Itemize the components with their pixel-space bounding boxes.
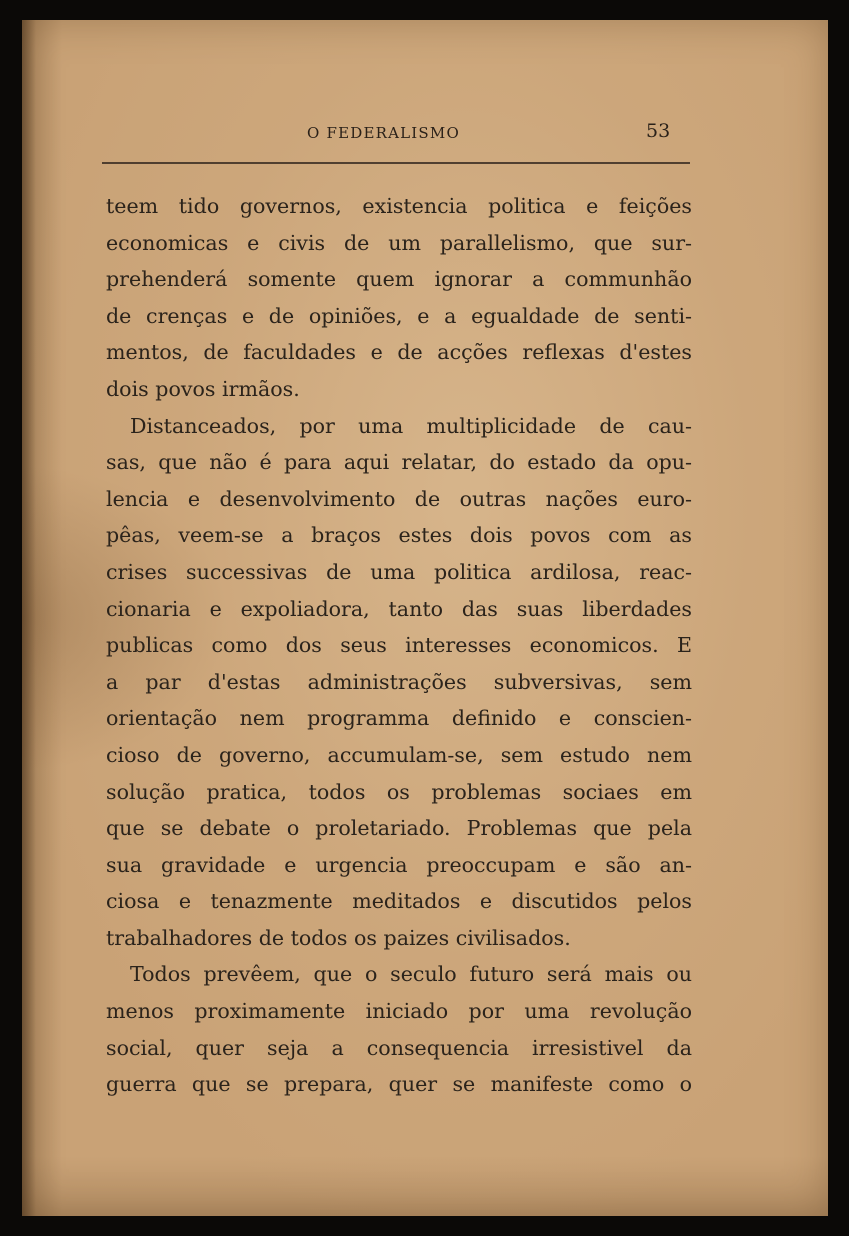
text-line: crises successivas de uma politica ardilosa, reac-: [106, 559, 692, 584]
text-line: social, quer seja a consequencia irresistivel da: [106, 1035, 692, 1060]
book-page: [22, 20, 828, 1216]
page-spine-shadow: [22, 20, 36, 1216]
text-line: dois povos irmãos.: [106, 376, 300, 401]
text-line: lencia e desenvolvimento de outras nações euro-: [106, 486, 692, 511]
text-line: trabalhadores de todos os paizes civilisados.: [106, 925, 571, 950]
text-line: orientação nem programma definido e conscien-: [106, 706, 692, 731]
text-line: publicas como dos seus interesses economicos. E: [106, 633, 692, 658]
text-line: ciosa e tenazmente meditados e discutidos pelos: [106, 889, 692, 914]
text-line: guerra que se prepara, quer se manifeste como o: [106, 1072, 692, 1097]
text-line: cioso de governo, accumulam-se, sem estudo nem: [106, 742, 692, 767]
text-line: menos proximamente iniciado por uma revolução: [106, 999, 692, 1024]
text-line: que se debate o proletariado. Problemas que pela: [106, 816, 692, 841]
text-line: pêas, veem-se a braços estes dois povos com as: [106, 523, 692, 548]
running-title: O FEDERALISMO: [307, 124, 460, 142]
header-rule: [102, 162, 690, 164]
text-line: economicas e civis de um parallelismo, que sur-: [106, 230, 692, 255]
page-number: 53: [646, 120, 671, 142]
text-line: mentos, de faculdades e de acções reflexas d'estes: [106, 340, 692, 365]
text-line: prehenderá somente quem ignorar a communhão: [106, 267, 692, 292]
text-line: sas, que não é para aqui relatar, do estado da opu-: [106, 450, 692, 475]
body-text: [106, 188, 692, 1103]
text-line: sua gravidade e urgencia preoccupam e são an-: [106, 852, 692, 877]
text-line: Todos prevêem, que o seculo futuro será mais ou: [130, 962, 692, 987]
text-line: solução pratica, todos os problemas sociaes em: [106, 779, 692, 804]
text-line: cionaria e expoliadora, tanto das suas liberdades: [106, 596, 692, 621]
text-line: teem tido governos, existencia politica e feições: [106, 194, 692, 218]
text-line: de crenças e de opiniões, e a egualdade de senti-: [106, 303, 692, 328]
text-line: a par d'estas administrações subversivas, sem: [106, 669, 692, 694]
text-line: Distanceados, por uma multiplicidade de cau-: [130, 413, 692, 438]
